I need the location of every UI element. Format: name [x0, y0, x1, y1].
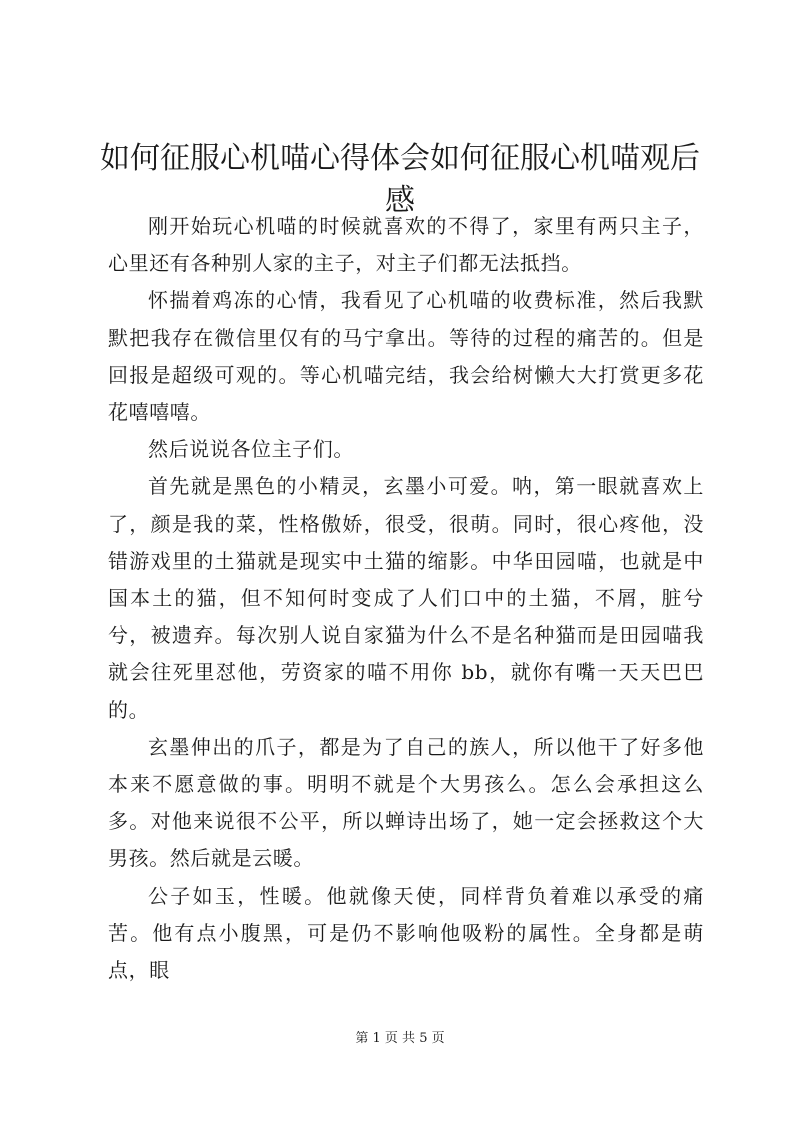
document-body	[108, 208, 704, 989]
paragraph: 然后说说各位主子们。	[148, 437, 354, 462]
paragraph: 首先就是黑色的小精灵，玄墨小可爱。呐，第一眼就喜欢上了，颜是我的菜，性格傲娇，很受，很萌。同时，很心疼他，没错游戏里的土猫就是现实中土猫的缩影。中华田园喵，也就是中国本土的猫，但不知何时变成了人们口中的土猫，不屑，脏兮兮，被遗弃。每次别人说自家猫为什么不是名种猫而是田园喵我就会往死里怼他，劳资家的喵不用你 bb，就你有嘴一天天巴巴的。	[108, 474, 704, 722]
paragraph: 公子如玉，性暖。他就像天使，同样背负着难以承受的痛苦。他有点小腹黑，可是仍不影响他吸粉的属性。全身都是萌点，眼	[108, 883, 704, 983]
paragraph: 刚开始玩心机喵的时候就喜欢的不得了，家里有两只主子，心里还有各种别人家的主子，对主子们都无法抵挡。	[108, 214, 704, 276]
paragraph: 玄墨伸出的爪子，都是为了自己的族人，所以他干了好多他本来不愿意做的事。明明不就是个大男孩么。怎么会承担这么多。对他来说很不公平，所以蝉诗出场了，她一定会拯救这个大男孩。然后就是云暖。	[108, 734, 704, 871]
paragraph: 怀揣着鸡冻的心情，我看见了心机喵的收费标准，然后我默默把我存在微信里仅有的马宁拿出。等待的过程的痛苦的。但是回报是超级可观的。等心机喵完结，我会给树懒大大打赏更多花花嘻嘻嘻。	[108, 288, 704, 425]
page-title: 如何征服心机喵心得体会如何征服心机喵观后感	[100, 141, 700, 218]
page-number-label: 第 1 页 共 5 页	[355, 1031, 445, 1046]
page-footer	[0, 1030, 800, 1048]
